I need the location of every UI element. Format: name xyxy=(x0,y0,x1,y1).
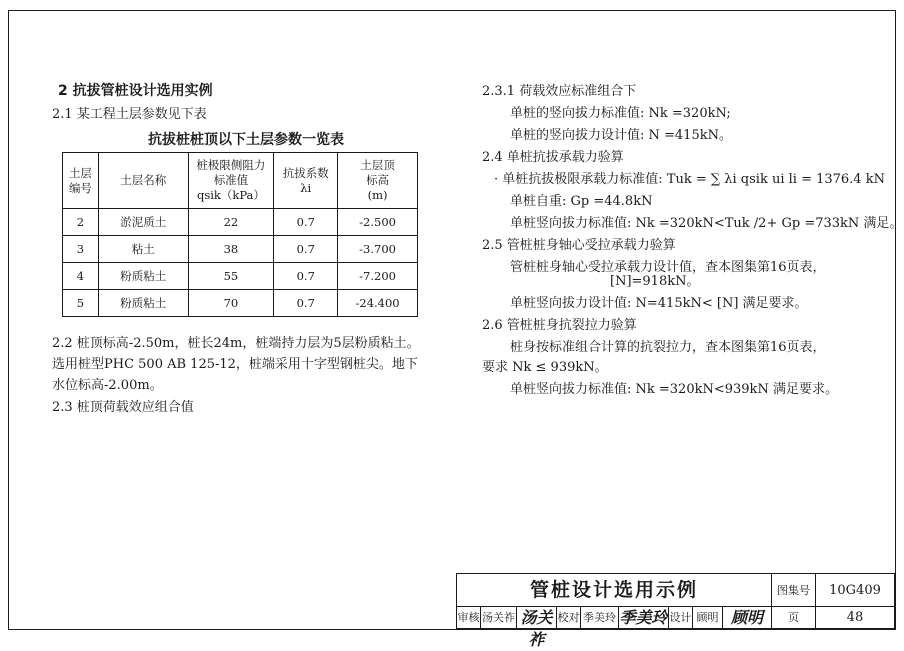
cell-uplift-coefficient: 0.7 xyxy=(274,236,338,263)
nk-standard-line: 单桩的竖向拔力标准值: Nk =320kN; xyxy=(510,106,731,121)
cell-side-resistance: 55 xyxy=(188,263,274,290)
cell-top-elevation: -24.400 xyxy=(338,290,418,317)
cell-layer-no: 5 xyxy=(63,290,99,317)
reviewer-signature: 汤关祚 xyxy=(517,607,557,629)
check-label: 校对 xyxy=(557,607,581,629)
cell-side-resistance: 38 xyxy=(188,236,274,263)
table-row xyxy=(63,236,418,263)
cell-layer-no: 4 xyxy=(63,263,99,290)
cell-layer-name: 粉质粘土 xyxy=(98,290,188,317)
table-row xyxy=(63,290,418,317)
checker-signature: 季美玲 xyxy=(619,608,668,627)
header-side-resistance: 桩极限侧阻力 标准值 qsik（kPa） xyxy=(188,153,274,209)
checker-name: 季美玲 xyxy=(581,607,619,629)
cell-layer-name: 粘土 xyxy=(98,236,188,263)
cell-uplift-coefficient: 0.7 xyxy=(274,263,338,290)
cell-top-elevation: -2.500 xyxy=(338,209,418,236)
section-2-6: 2.6 管桩桩身抗裂拉力验算 xyxy=(482,318,637,333)
reviewer-name: 汤关祚 xyxy=(481,607,517,629)
n-design-line: 单桩的竖向拔力设计值: N =415kN。 xyxy=(510,128,732,143)
section-2-5: 2.5 管桩桩身轴心受拉承载力验算 xyxy=(482,238,676,253)
design-label: 设计 xyxy=(669,607,693,629)
section-2-6-line-b: 要求 Nk ≤ 939kN。 xyxy=(482,360,608,375)
cell-uplift-coefficient: 0.7 xyxy=(274,209,338,236)
soil-parameter-table xyxy=(62,152,418,317)
atlas-number: 10G409 xyxy=(816,574,895,607)
section-2-6-line-c: 单桩竖向拔力标准值: Nk =320kN<939kN 满足要求。 xyxy=(510,382,838,397)
atlas-number-label: 图集号 xyxy=(772,574,816,607)
header-layer-no: 土层 编号 xyxy=(63,153,99,209)
cell-uplift-coefficient: 0.7 xyxy=(274,290,338,317)
table-header-row xyxy=(63,153,418,209)
drawing-title: 管桩设计选用示例 xyxy=(457,574,772,607)
section-2-5-line-c: 单桩竖向拔力设计值: N=415kN< [N] 满足要求。 xyxy=(510,296,808,311)
title-block xyxy=(456,573,896,649)
tuk-formula-line: · 单桩抗拔极限承载力标准值: Tuk = ∑ λi qsik ui li = 1376.4 kN xyxy=(494,172,885,187)
table-row xyxy=(63,209,418,236)
pile-weight-line: 单桩自重: Gp =44.8kN xyxy=(510,194,653,209)
section-2-2-line-3: 水位标高-2.00m。 xyxy=(52,378,163,393)
section-2-2-line-2: 选用桩型PHC 500 AB 125-12，桩端采用十字型钢桩尖。地下 xyxy=(52,357,418,372)
header-uplift-coefficient: 抗拔系数 λi xyxy=(274,153,338,209)
cell-layer-no: 3 xyxy=(63,236,99,263)
section-2-3-1: 2.3.1 荷载效应标准组合下 xyxy=(482,84,637,99)
cell-layer-name: 淤泥质土 xyxy=(98,209,188,236)
cell-top-elevation: -3.700 xyxy=(338,236,418,263)
section-2-1: 2.1 某工程土层参数见下表 xyxy=(52,107,207,122)
review-label: 审核 xyxy=(457,607,481,629)
table-row xyxy=(63,263,418,290)
table-title: 抗拔桩桩顶以下土层参数一览表 xyxy=(148,132,344,148)
cell-top-elevation: -7.200 xyxy=(338,263,418,290)
uplift-check-line: 单桩竖向拔力标准值: Nk =320kN<Tuk /2+ Gp =733kN 满足。 xyxy=(510,216,903,231)
section-2-2-line-1: 2.2 桩顶标高-2.50m，桩长24m，桩端持力层为5层粉质粘土。 xyxy=(52,336,420,351)
page-number: 48 xyxy=(816,607,895,629)
section-2-6-line-a: 桩身按标准组合计算的抗裂拉力，查本图集第16页表， xyxy=(510,340,826,355)
cell-layer-no: 2 xyxy=(63,209,99,236)
section-2-5-line-b: [N]=918kN。 xyxy=(610,274,700,289)
header-top-elevation: 土层顶 标高 (m) xyxy=(338,153,418,209)
cell-side-resistance: 22 xyxy=(188,209,274,236)
section-heading: 2 抗拔管桩设计选用实例 xyxy=(58,83,213,99)
cell-side-resistance: 70 xyxy=(188,290,274,317)
header-layer-name: 土层名称 xyxy=(98,153,188,209)
cell-layer-name: 粉质粘土 xyxy=(98,263,188,290)
designer-name: 顾明 xyxy=(693,607,723,629)
designer-signature: 顾明 xyxy=(723,607,772,629)
section-2-5-line-a: 管桩桩身轴心受拉承载力设计值，查本图集第16页表， xyxy=(510,260,826,275)
section-2-3: 2.3 桩顶荷载效应组合值 xyxy=(52,400,194,415)
section-2-4: 2.4 单桩抗拔承载力验算 xyxy=(482,150,624,165)
page-label: 页 xyxy=(772,607,816,629)
